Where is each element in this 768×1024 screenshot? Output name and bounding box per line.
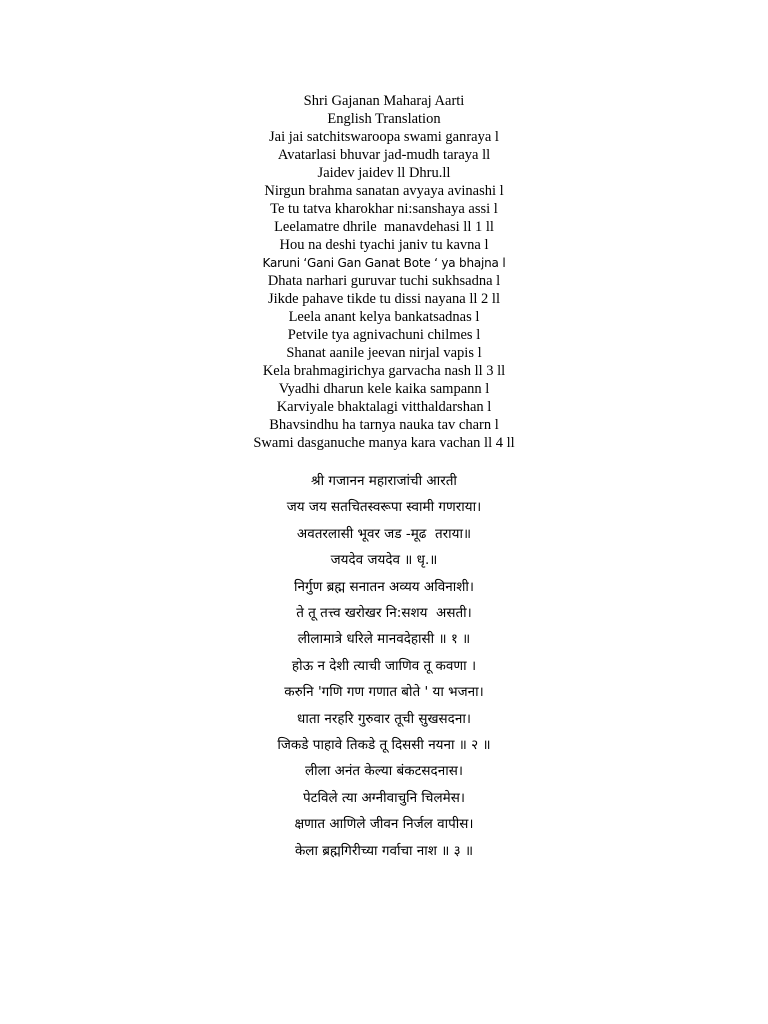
marathi-verse-line: निर्गुण ब्रह्म सनातन अव्यय अविनाशी। bbox=[293, 578, 475, 595]
english-verse-line: Jikde pahave tikde tu dissi nayana ll 2 ll bbox=[268, 291, 500, 307]
marathi-title: श्री गजानन महाराजांची आरती bbox=[311, 473, 457, 489]
marathi-verse-line: होऊ न देशी त्याची जाणिव तू कवणा । bbox=[291, 657, 477, 674]
marathi-verse-line: अवतरलासी भूवर जड -मूढ तराया॥ bbox=[296, 525, 472, 542]
marathi-verse-line: पेटविले त्या अग्नीवाचुनि चिलमेस। bbox=[303, 789, 465, 806]
marathi-verse-line: धाता नरहरि गुरुवार तूची सुखसदना। bbox=[297, 710, 471, 727]
english-verse-line: Kela brahmagirichya garvacha nash ll 3 ll bbox=[262, 363, 506, 379]
english-verse-line: Petvile tya agnivachuni chilmes l bbox=[287, 327, 481, 343]
english-aarti-section bbox=[0, 92, 768, 452]
marathi-verse-line: लीलामात्रे धरिले मानवदेहासी ॥ १ ॥ bbox=[297, 631, 471, 648]
marathi-verse-line: करुनि 'गणि गण गणात बोते ' या भजना। bbox=[284, 684, 484, 701]
english-verse-line: Jai jai satchitswaroopa swami ganraya l bbox=[269, 129, 499, 145]
english-verse-line: Te tu tatva kharokhar ni:sanshaya assi l bbox=[270, 201, 498, 217]
english-subtitle: English Translation bbox=[327, 111, 441, 127]
english-verse-line: Hou na deshi tyachi janiv tu kavna l bbox=[279, 237, 489, 253]
english-verse-line: Karviyale bhaktalagi vitthaldarshan l bbox=[276, 399, 492, 415]
english-verse-line: Karuni ‘Gani Gan Ganat Bote ‘ ya bhajna l bbox=[262, 256, 506, 270]
marathi-verse-line: लीला अनंत केल्या बंकटसदनास। bbox=[305, 763, 463, 780]
english-verse-line: Swami dasganuche manya kara vachan ll 4 ll bbox=[253, 435, 515, 451]
marathi-verse-line: जिकडे पाहावे तिकडे तू दिससी नयना ॥ २ ॥ bbox=[277, 737, 491, 754]
english-verse-line: Dhata narhari guruvar tuchi sukhsadna l bbox=[267, 273, 501, 289]
marathi-verse-line: जय जय सतचितस्वरूपा स्वामी गणराया। bbox=[286, 499, 482, 516]
english-verse-line: Leelamatre dhrile manavdehasi ll 1 ll bbox=[274, 219, 494, 235]
english-verse-line: Nirgun brahma sanatan avyaya avinashi l bbox=[264, 183, 504, 199]
marathi-verse-line: ते तू तत्त्व खरोखर नि:सशय असती। bbox=[296, 605, 472, 622]
english-verse-line: Shanat aanile jeevan nirjal vapis l bbox=[286, 345, 482, 361]
marathi-verse-line: जयदेव जयदेव ॥ धृ.॥ bbox=[330, 552, 438, 569]
english-verse-line: Avatarlasi bhuvar jad-mudh taraya ll bbox=[277, 147, 491, 163]
english-title: Shri Gajanan Maharaj Aarti bbox=[303, 93, 465, 109]
english-verse-line: Leela anant kelya bankatsadnas l bbox=[288, 309, 480, 325]
english-verse-line: Vyadhi dharun kele kaika sampann l bbox=[278, 381, 490, 397]
marathi-verse-line: केला ब्रह्मगिरीच्या गर्वाचा नाश ॥ ३ ॥ bbox=[294, 842, 474, 859]
marathi-verse-line: क्षणात आणिले जीवन निर्जल वापीस। bbox=[294, 816, 474, 833]
english-verse-line: Jaidev jaidev ll Dhru.ll bbox=[317, 165, 451, 181]
marathi-aarti-section bbox=[0, 468, 768, 864]
english-verse-line: Bhavsindhu ha tarnya nauka tav charn l bbox=[269, 417, 499, 433]
